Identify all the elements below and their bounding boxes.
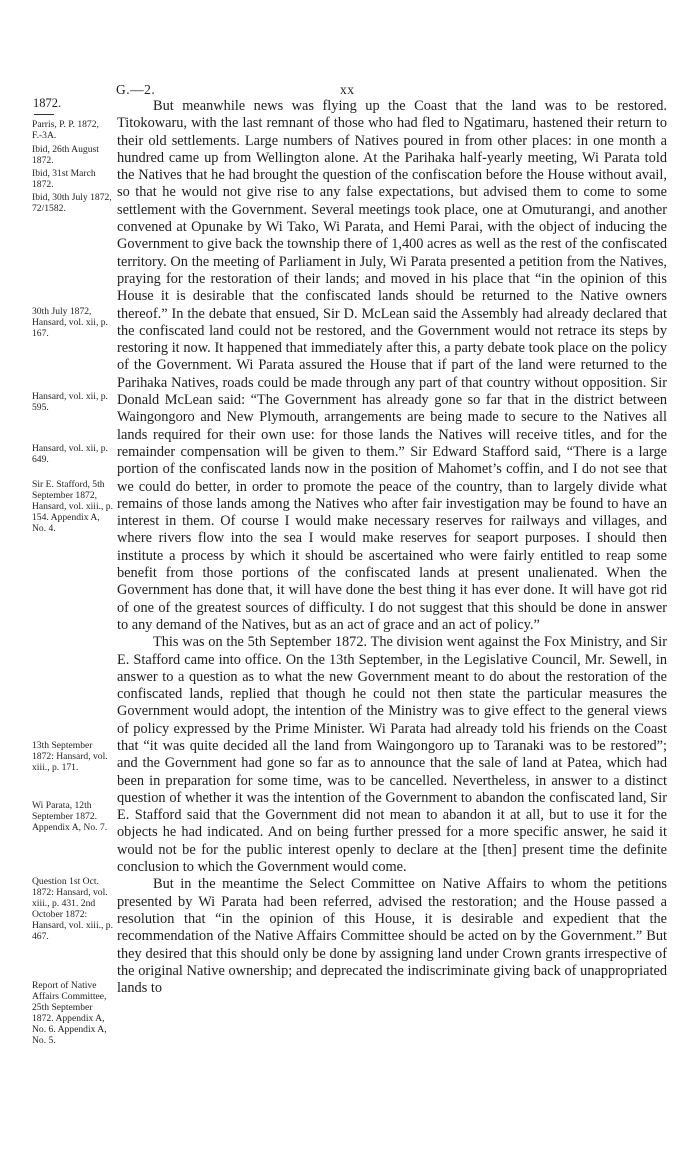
margin-rule: [34, 114, 54, 115]
paper-reference: G.—2.: [116, 82, 156, 97]
paragraph: But in the meantime the Select Committee on Native Affairs to whom the petitions presented by Wi Parata had been referred, advised the restoration; and the House passed a resolution that “in the opinion of this House, it is desirable and expedient that the recommendation of the Native Affairs Committee should be acted on by the Government.” But they desired that this should only be done by assigning land under Crown grants irrespective of the original Native ownership; and deprecated the indiscriminate giving back of unappropriated lands to: [117, 876, 667, 997]
margin-note: Sir E. Stafford, 5th September 1872, Hansard, vol. xiii., p. 154. Appendix A, No. 4.: [32, 479, 114, 534]
margin-year: 1872.: [33, 96, 62, 110]
paragraph: This was on the 5th September 1872. The division went against the Fox Ministry, and Sir E. Stafford came into office. On the 13th September, in the Legislative Council, Mr. Sewell, in answer to a question as to what the new Government meant to do about the restoration of the confiscated lands, replied that though he could not then state the particular measures the Government would adopt, the intention of the Ministry was to give effect to the general views of policy expressed by the Prime Minister. Wi Parata had already told his friends on the Coast that “it was quite decided all the land from Waingongoro up to Taranaki was to be restored”; and the Government had gone so far as to announce that the sale of land at Patea, which had been in preparation for some time, was to be cancelled. Nevertheless, in answer to a distinct question of whether it was the intention of the Government to abandon the confiscated land, Sir E. Stafford said that the Government did not mean to abandon it at all, but to use it for the objects he had indicated. And on being further pressed for a more specific answer, he said it would not be for the public interest openly to declare at the [then] present time the definite conclusion to which the Government would come.: [117, 634, 667, 876]
margin-note: 30th July 1872, Hansard, vol. xii, p. 167.: [32, 306, 108, 339]
margin-note: Wi Parata, 12th September 1872. Appendix A, No. 7.: [32, 800, 108, 833]
margin-note: Hansard, vol. xii, p. 649.: [32, 443, 108, 465]
page-number: xx: [340, 82, 355, 97]
paragraph: But meanwhile news was flying up the Coast that the land was to be restored. Titokowaru, with the last remnant of those who had fled to Ngatimaru, hastened their return to their old settlements. Large numbers of Natives poured in from other places: in one month a hundred came up from Wellington alone. At the Parihaka half-yearly meeting, Wi Parata told the Natives that he had brought the question of the confiscation before the House without avail, so that he would not give rise to any false expectations, but advised them to come to some settlement with the Government. Several meetings took place, one at Omuturangi, and another convened at Opunake by Wi Tako, Wi Parata, and Hemi Parai, with the object of inducing the Government to give back the township there of 1,400 acres as well as the rest of the confiscated territory. On the meeting of Parliament in July, Wi Parata presented a petition from the Natives, praying for the restoration of their lands; and moved in his place that “in the opinion of this House it is desirable that the confiscated lands should be returned to the Native owners thereof.” In the debate that ensued, Sir D. McLean said the Assembly had already declared that the confiscated land could not be restored, and the Government would not retrace its steps by restoring it now. It happened that immediately after this, a party debate took place on the policy of the Government. Wi Parata assured the House that if part of the land were returned to the Parihaka Natives, roads could be made through any part of that country without opposition. Sir Donald McLean said: “The Government has already gone so far that in the district between Waingongoro and New Plymouth, arrangements are being made to secure to the Natives all lands required for their own use: for those lands the Natives will receive titles, and for the remainder compensation will be given to them.” Sir Edward Stafford said, “There is a large portion of the confiscated lands now in the position of Mahomet’s coffin, and I do not see that we could do better, in order to promote the peace of the country, than to largely divide what remains of those lands among the Natives who after fair investigation may be found to have an interest in them. Of course I would make necessary reserves for railways and villages, and where rivers flow into the sea I would make reserves for seaport purposes. I should then institute a process by which it should be ascertained who were fairly entitled to reap some benefit from those portions of the confiscated lands at present unalienated. When the Government has done that, it will have done the best thing it has ever done. It will have got rid of one of the greatest sources of difficulty. I do not suggest that this should be done in answer to any demand of the Natives, but as an act of grace and an act of policy.”: [117, 98, 667, 633]
margin-note: Parris, P. P. 1872, F.-3A.: [32, 119, 99, 141]
margin-note: 13th September 1872: Hansard, vol. xiii., p. 171.: [32, 740, 108, 773]
margin-note: Hansard, vol. xii, p. 595.: [32, 391, 108, 413]
margin-note: Report of Native Affairs Committee, 25th September 1872. Appendix A, No. 6. Appendix A, No. 5.: [32, 980, 107, 1046]
margin-note: Ibid, 31st March 1872.: [32, 168, 96, 190]
margin-note: Ibid, 30th July 1872, 72/1582.: [32, 192, 112, 214]
body-text: [117, 98, 667, 997]
margin-note: Question 1st Oct. 1872: Hansard, vol. xiii., p. 431. 2nd October 1872: Hansard, vol. xiii., p. 467.: [32, 876, 114, 942]
margin-note: Ibid, 26th August 1872.: [32, 144, 99, 166]
